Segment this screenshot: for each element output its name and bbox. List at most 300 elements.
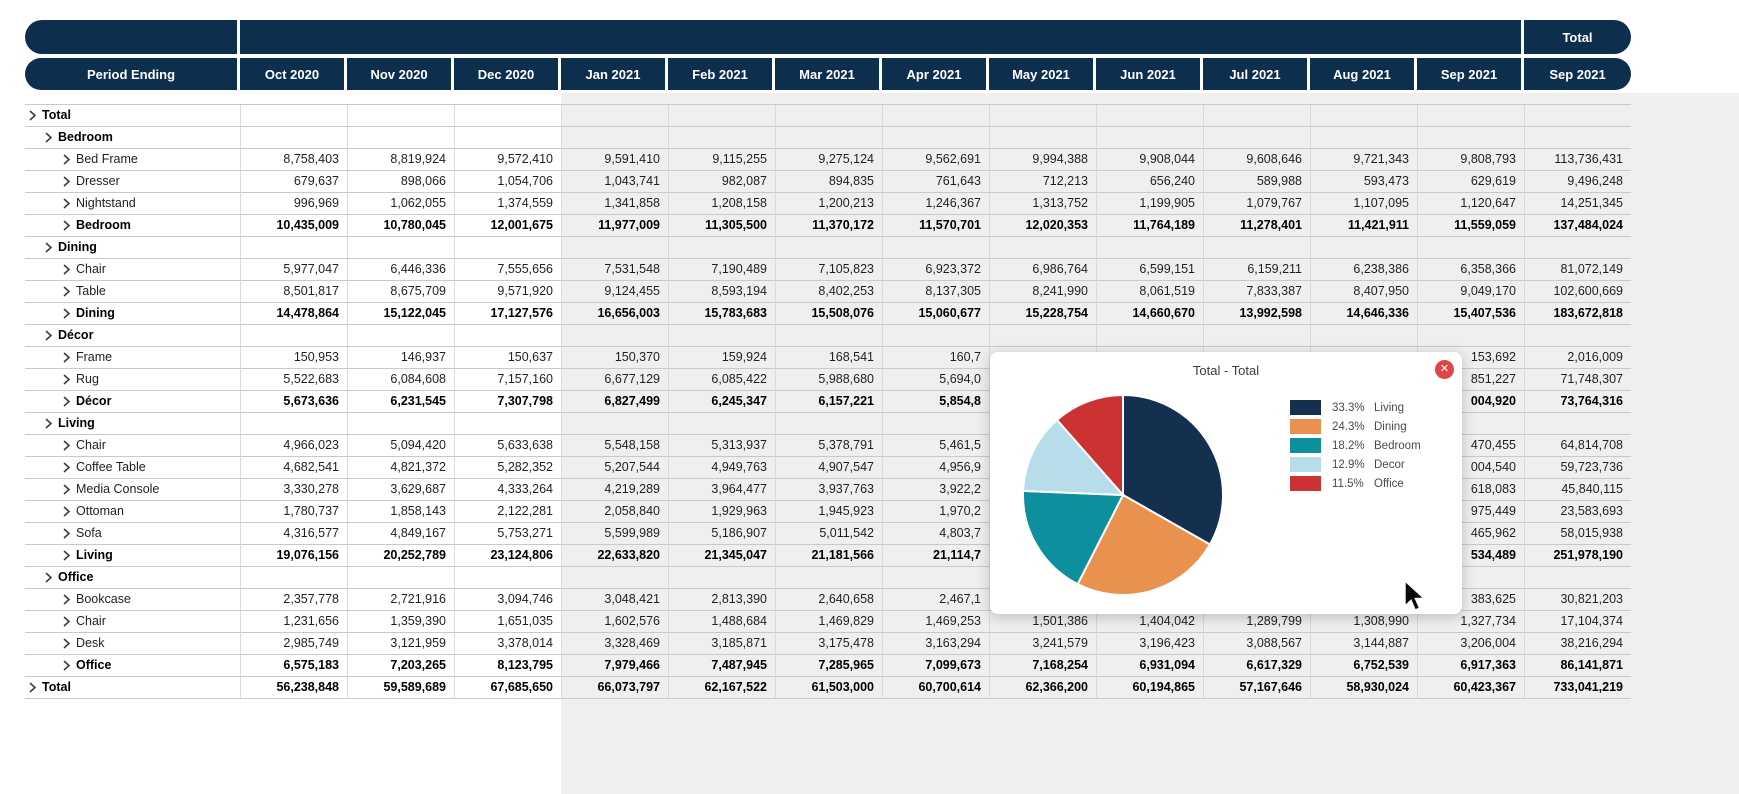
table-cell[interactable]: 9,115,255 — [668, 149, 775, 171]
expand-chevron-icon[interactable] — [63, 374, 70, 385]
close-icon[interactable]: ✕ — [1435, 360, 1454, 379]
table-cell[interactable]: 2,813,390 — [668, 589, 775, 611]
table-cell[interactable]: 8,593,194 — [668, 281, 775, 303]
table-cell[interactable]: 102,600,669 — [1524, 281, 1631, 303]
table-cell[interactable]: 11,764,189 — [1096, 215, 1203, 237]
table-cell[interactable] — [1096, 237, 1203, 259]
table-cell[interactable]: 60,194,865 — [1096, 677, 1203, 699]
table-cell[interactable]: 1,308,990 — [1310, 611, 1417, 633]
table-cell[interactable]: 6,827,499 — [561, 391, 668, 413]
table-cell[interactable]: 1,054,706 — [454, 171, 561, 193]
table-cell[interactable] — [240, 127, 347, 149]
table-cell[interactable] — [668, 127, 775, 149]
table-cell[interactable]: 1,208,158 — [668, 193, 775, 215]
table-cell[interactable]: 8,819,924 — [347, 149, 454, 171]
table-cell[interactable]: 22,633,820 — [561, 545, 668, 567]
expand-chevron-icon[interactable] — [45, 330, 52, 341]
table-cell[interactable]: 56,238,848 — [240, 677, 347, 699]
table-cell[interactable] — [454, 413, 561, 435]
table-cell[interactable]: 15,407,536 — [1417, 303, 1524, 325]
table-cell[interactable] — [1524, 127, 1631, 149]
table-cell[interactable]: 14,646,336 — [1310, 303, 1417, 325]
table-cell[interactable]: 5,461,5 — [882, 435, 989, 457]
table-cell[interactable]: 5,988,680 — [775, 369, 882, 391]
table-cell[interactable]: 15,508,076 — [775, 303, 882, 325]
column-header-jan-2021[interactable]: Jan 2021 — [561, 58, 668, 90]
table-cell[interactable]: 2,721,916 — [347, 589, 454, 611]
table-cell[interactable]: 6,157,221 — [775, 391, 882, 413]
table-cell[interactable] — [1417, 127, 1524, 149]
table-cell[interactable]: 86,141,871 — [1524, 655, 1631, 677]
table-cell[interactable] — [454, 567, 561, 589]
table-cell[interactable] — [240, 325, 347, 347]
table-cell[interactable]: 3,121,959 — [347, 633, 454, 655]
table-cell[interactable]: 7,307,798 — [454, 391, 561, 413]
table-cell[interactable]: 11,305,500 — [668, 215, 775, 237]
table-cell[interactable]: 593,473 — [1310, 171, 1417, 193]
table-cell[interactable]: 5,694,0 — [882, 369, 989, 391]
column-header-aug-2021[interactable]: Aug 2021 — [1310, 58, 1417, 90]
table-cell[interactable]: 6,238,386 — [1310, 259, 1417, 281]
table-cell[interactable] — [775, 105, 882, 127]
table-cell[interactable] — [454, 237, 561, 259]
table-cell[interactable]: 8,407,950 — [1310, 281, 1417, 303]
table-cell[interactable]: 8,137,305 — [882, 281, 989, 303]
table-cell[interactable] — [668, 105, 775, 127]
table-cell[interactable]: 656,240 — [1096, 171, 1203, 193]
table-cell[interactable]: 1,374,559 — [454, 193, 561, 215]
table-cell[interactable]: 11,977,009 — [561, 215, 668, 237]
table-cell[interactable]: 6,358,366 — [1417, 259, 1524, 281]
table-cell[interactable]: 57,167,646 — [1203, 677, 1310, 699]
table-cell[interactable]: 8,675,709 — [347, 281, 454, 303]
table-cell[interactable]: 2,122,281 — [454, 501, 561, 523]
table-cell[interactable]: 62,167,522 — [668, 677, 775, 699]
table-cell[interactable]: 898,066 — [347, 171, 454, 193]
table-cell[interactable]: 81,072,149 — [1524, 259, 1631, 281]
table-cell[interactable]: 4,219,289 — [561, 479, 668, 501]
table-cell[interactable]: 9,571,920 — [454, 281, 561, 303]
table-cell[interactable]: 14,251,345 — [1524, 193, 1631, 215]
table-cell[interactable] — [561, 567, 668, 589]
table-cell[interactable]: 17,104,374 — [1524, 611, 1631, 633]
column-header-apr-2021[interactable]: Apr 2021 — [882, 58, 989, 90]
table-cell[interactable] — [561, 237, 668, 259]
table-cell[interactable] — [240, 105, 347, 127]
table-cell[interactable]: 8,241,990 — [989, 281, 1096, 303]
table-cell[interactable]: 7,190,489 — [668, 259, 775, 281]
table-cell[interactable]: 6,084,608 — [347, 369, 454, 391]
table-cell[interactable]: 11,559,059 — [1417, 215, 1524, 237]
table-cell[interactable]: 23,124,806 — [454, 545, 561, 567]
table-cell[interactable]: 5,633,638 — [454, 435, 561, 457]
column-header-oct-2020[interactable]: Oct 2020 — [240, 58, 347, 90]
table-cell[interactable]: 153,692 — [1417, 347, 1524, 369]
table-cell[interactable] — [561, 413, 668, 435]
table-cell[interactable]: 3,185,871 — [668, 633, 775, 655]
expand-chevron-icon[interactable] — [63, 352, 70, 363]
table-cell[interactable]: 1,313,752 — [989, 193, 1096, 215]
expand-chevron-icon[interactable] — [63, 528, 70, 539]
table-cell[interactable]: 6,085,422 — [668, 369, 775, 391]
table-cell[interactable] — [347, 325, 454, 347]
table-cell[interactable]: 15,122,045 — [347, 303, 454, 325]
table-cell[interactable]: 5,854,8 — [882, 391, 989, 413]
table-cell[interactable]: 004,920 — [1417, 391, 1524, 413]
table-cell[interactable] — [347, 567, 454, 589]
table-cell[interactable]: 629,619 — [1417, 171, 1524, 193]
table-cell[interactable]: 4,907,547 — [775, 457, 882, 479]
table-cell[interactable]: 5,673,636 — [240, 391, 347, 413]
table-cell[interactable]: 3,088,567 — [1203, 633, 1310, 655]
table-cell[interactable]: 6,575,183 — [240, 655, 347, 677]
table-cell[interactable]: 1,062,055 — [347, 193, 454, 215]
table-cell[interactable] — [989, 127, 1096, 149]
table-cell[interactable] — [1417, 237, 1524, 259]
table-cell[interactable]: 5,753,271 — [454, 523, 561, 545]
table-cell[interactable]: 4,849,167 — [347, 523, 454, 545]
table-cell[interactable]: 3,328,469 — [561, 633, 668, 655]
table-cell[interactable]: 1,341,858 — [561, 193, 668, 215]
column-header-jun-2021[interactable]: Jun 2021 — [1096, 58, 1203, 90]
table-cell[interactable]: 1,970,2 — [882, 501, 989, 523]
table-cell[interactable]: 004,540 — [1417, 457, 1524, 479]
table-cell[interactable]: 60,423,367 — [1417, 677, 1524, 699]
table-cell[interactable]: 11,570,701 — [882, 215, 989, 237]
table-cell[interactable]: 1,327,734 — [1417, 611, 1524, 633]
table-cell[interactable]: 1,079,767 — [1203, 193, 1310, 215]
table-cell[interactable]: 66,073,797 — [561, 677, 668, 699]
table-cell[interactable] — [1524, 413, 1631, 435]
table-cell[interactable] — [668, 413, 775, 435]
table-cell[interactable]: 9,721,343 — [1310, 149, 1417, 171]
table-cell[interactable]: 4,966,023 — [240, 435, 347, 457]
table-cell[interactable] — [1524, 567, 1631, 589]
table-cell[interactable]: 15,060,677 — [882, 303, 989, 325]
table-cell[interactable]: 146,937 — [347, 347, 454, 369]
table-cell[interactable]: 383,625 — [1417, 589, 1524, 611]
table-cell[interactable] — [347, 237, 454, 259]
table-cell[interactable]: 1,929,963 — [668, 501, 775, 523]
table-cell[interactable] — [347, 105, 454, 127]
table-cell[interactable]: 8,123,795 — [454, 655, 561, 677]
table-cell[interactable] — [454, 325, 561, 347]
table-cell[interactable] — [882, 237, 989, 259]
table-cell[interactable]: 21,181,566 — [775, 545, 882, 567]
table-cell[interactable]: 6,159,211 — [1203, 259, 1310, 281]
table-cell[interactable]: 20,252,789 — [347, 545, 454, 567]
table-cell[interactable]: 1,200,213 — [775, 193, 882, 215]
table-cell[interactable] — [1096, 105, 1203, 127]
table-cell[interactable]: 3,330,278 — [240, 479, 347, 501]
table-cell[interactable]: 61,503,000 — [775, 677, 882, 699]
table-cell[interactable]: 5,011,542 — [775, 523, 882, 545]
table-cell[interactable]: 6,931,094 — [1096, 655, 1203, 677]
table-cell[interactable] — [1310, 237, 1417, 259]
table-cell[interactable]: 1,501,386 — [989, 611, 1096, 633]
table-cell[interactable] — [240, 237, 347, 259]
table-cell[interactable]: 14,660,670 — [1096, 303, 1203, 325]
table-cell[interactable]: 7,833,387 — [1203, 281, 1310, 303]
table-cell[interactable]: 1,043,741 — [561, 171, 668, 193]
expand-chevron-icon[interactable] — [63, 264, 70, 275]
table-cell[interactable]: 9,908,044 — [1096, 149, 1203, 171]
table-cell[interactable]: 5,186,907 — [668, 523, 775, 545]
expand-chevron-icon[interactable] — [63, 484, 70, 495]
table-cell[interactable]: 1,488,684 — [668, 611, 775, 633]
table-cell[interactable]: 23,583,693 — [1524, 501, 1631, 523]
table-cell[interactable]: 975,449 — [1417, 501, 1524, 523]
table-cell[interactable]: 60,700,614 — [882, 677, 989, 699]
expand-chevron-icon[interactable] — [29, 682, 36, 693]
table-cell[interactable]: 19,076,156 — [240, 545, 347, 567]
table-cell[interactable]: 251,978,190 — [1524, 545, 1631, 567]
table-cell[interactable]: 9,496,248 — [1524, 171, 1631, 193]
table-cell[interactable] — [775, 237, 882, 259]
table-cell[interactable]: 9,562,691 — [882, 149, 989, 171]
table-cell[interactable]: 8,501,817 — [240, 281, 347, 303]
table-cell[interactable]: 12,020,353 — [989, 215, 1096, 237]
table-cell[interactable]: 5,977,047 — [240, 259, 347, 281]
table-cell[interactable]: 15,228,754 — [989, 303, 1096, 325]
table-cell[interactable]: 8,061,519 — [1096, 281, 1203, 303]
table-cell[interactable] — [989, 325, 1096, 347]
table-cell[interactable]: 733,041,219 — [1524, 677, 1631, 699]
table-cell[interactable]: 11,421,911 — [1310, 215, 1417, 237]
table-cell[interactable]: 2,640,658 — [775, 589, 882, 611]
table-cell[interactable] — [561, 127, 668, 149]
table-cell[interactable]: 1,945,923 — [775, 501, 882, 523]
table-cell[interactable]: 470,455 — [1417, 435, 1524, 457]
table-cell[interactable]: 1,199,905 — [1096, 193, 1203, 215]
expand-chevron-icon[interactable] — [63, 176, 70, 187]
table-cell[interactable] — [882, 325, 989, 347]
table-cell[interactable]: 67,685,650 — [454, 677, 561, 699]
expand-chevron-icon[interactable] — [63, 462, 70, 473]
table-cell[interactable]: 6,446,336 — [347, 259, 454, 281]
expand-chevron-icon[interactable] — [63, 154, 70, 165]
table-cell[interactable]: 1,858,143 — [347, 501, 454, 523]
column-header-total-sep-2021[interactable]: Sep 2021 — [1524, 58, 1631, 90]
table-cell[interactable] — [668, 567, 775, 589]
table-cell[interactable]: 7,203,265 — [347, 655, 454, 677]
table-cell[interactable]: 1,289,799 — [1203, 611, 1310, 633]
table-cell[interactable] — [1096, 325, 1203, 347]
table-cell[interactable]: 9,275,124 — [775, 149, 882, 171]
table-cell[interactable]: 11,278,401 — [1203, 215, 1310, 237]
table-cell[interactable] — [775, 413, 882, 435]
table-cell[interactable]: 6,923,372 — [882, 259, 989, 281]
expand-chevron-icon[interactable] — [63, 506, 70, 517]
table-cell[interactable]: 160,7 — [882, 347, 989, 369]
table-cell[interactable]: 11,370,172 — [775, 215, 882, 237]
table-cell[interactable] — [882, 127, 989, 149]
column-header-mar-2021[interactable]: Mar 2021 — [775, 58, 882, 90]
table-cell[interactable]: 64,814,708 — [1524, 435, 1631, 457]
table-cell[interactable]: 6,986,764 — [989, 259, 1096, 281]
table-cell[interactable]: 73,764,316 — [1524, 391, 1631, 413]
table-cell[interactable]: 761,643 — [882, 171, 989, 193]
table-cell[interactable]: 465,962 — [1417, 523, 1524, 545]
expand-chevron-icon[interactable] — [63, 198, 70, 209]
table-cell[interactable]: 5,599,989 — [561, 523, 668, 545]
expand-chevron-icon[interactable] — [45, 418, 52, 429]
table-cell[interactable]: 7,105,823 — [775, 259, 882, 281]
expand-chevron-icon[interactable] — [63, 638, 70, 649]
table-cell[interactable]: 1,120,647 — [1417, 193, 1524, 215]
table-cell[interactable]: 1,359,390 — [347, 611, 454, 633]
table-cell[interactable]: 10,435,009 — [240, 215, 347, 237]
table-cell[interactable]: 6,245,347 — [668, 391, 775, 413]
table-cell[interactable] — [1524, 325, 1631, 347]
table-cell[interactable] — [240, 413, 347, 435]
table-cell[interactable]: 9,572,410 — [454, 149, 561, 171]
table-cell[interactable]: 3,964,477 — [668, 479, 775, 501]
table-cell[interactable]: 618,083 — [1417, 479, 1524, 501]
table-cell[interactable]: 4,949,763 — [668, 457, 775, 479]
table-cell[interactable]: 4,803,7 — [882, 523, 989, 545]
table-cell[interactable]: 137,484,024 — [1524, 215, 1631, 237]
table-cell[interactable]: 7,285,965 — [775, 655, 882, 677]
table-cell[interactable]: 1,107,095 — [1310, 193, 1417, 215]
table-cell[interactable] — [989, 237, 1096, 259]
table-cell[interactable]: 8,402,253 — [775, 281, 882, 303]
table-cell[interactable]: 5,207,544 — [561, 457, 668, 479]
table-cell[interactable]: 3,378,014 — [454, 633, 561, 655]
table-cell[interactable]: 6,599,151 — [1096, 259, 1203, 281]
table-cell[interactable] — [454, 127, 561, 149]
table-cell[interactable]: 113,736,431 — [1524, 149, 1631, 171]
table-cell[interactable]: 9,608,646 — [1203, 149, 1310, 171]
table-cell[interactable] — [561, 325, 668, 347]
table-cell[interactable] — [1310, 127, 1417, 149]
table-cell[interactable]: 712,213 — [989, 171, 1096, 193]
table-cell[interactable]: 6,917,363 — [1417, 655, 1524, 677]
table-cell[interactable]: 7,099,673 — [882, 655, 989, 677]
table-cell[interactable]: 6,617,329 — [1203, 655, 1310, 677]
table-cell[interactable]: 7,531,548 — [561, 259, 668, 281]
table-cell[interactable] — [775, 127, 882, 149]
table-cell[interactable]: 21,345,047 — [668, 545, 775, 567]
column-header-jul-2021[interactable]: Jul 2021 — [1203, 58, 1310, 90]
table-cell[interactable]: 3,196,423 — [1096, 633, 1203, 655]
table-cell[interactable] — [240, 567, 347, 589]
table-cell[interactable]: 2,058,840 — [561, 501, 668, 523]
table-cell[interactable]: 3,206,004 — [1417, 633, 1524, 655]
table-cell[interactable] — [668, 237, 775, 259]
table-cell[interactable]: 1,780,737 — [240, 501, 347, 523]
table-cell[interactable]: 59,723,736 — [1524, 457, 1631, 479]
table-cell[interactable] — [1203, 237, 1310, 259]
table-cell[interactable] — [882, 413, 989, 435]
expand-chevron-icon[interactable] — [63, 616, 70, 627]
table-cell[interactable]: 2,985,749 — [240, 633, 347, 655]
table-cell[interactable]: 150,953 — [240, 347, 347, 369]
table-cell[interactable] — [1417, 105, 1524, 127]
table-cell[interactable]: 150,637 — [454, 347, 561, 369]
table-cell[interactable]: 5,548,158 — [561, 435, 668, 457]
table-cell[interactable]: 21,114,7 — [882, 545, 989, 567]
table-cell[interactable]: 7,168,254 — [989, 655, 1096, 677]
table-cell[interactable]: 9,124,455 — [561, 281, 668, 303]
table-cell[interactable]: 2,357,778 — [240, 589, 347, 611]
table-cell[interactable]: 3,175,478 — [775, 633, 882, 655]
table-cell[interactable] — [1203, 105, 1310, 127]
table-cell[interactable]: 2,467,1 — [882, 589, 989, 611]
table-cell[interactable]: 996,969 — [240, 193, 347, 215]
header-total-group[interactable]: Total — [1524, 20, 1631, 54]
table-cell[interactable]: 3,937,763 — [775, 479, 882, 501]
table-cell[interactable] — [347, 127, 454, 149]
expand-chevron-icon[interactable] — [29, 110, 36, 121]
table-cell[interactable]: 13,992,598 — [1203, 303, 1310, 325]
table-cell[interactable]: 5,094,420 — [347, 435, 454, 457]
table-cell[interactable]: 9,994,388 — [989, 149, 1096, 171]
table-cell[interactable]: 5,522,683 — [240, 369, 347, 391]
table-cell[interactable]: 7,487,945 — [668, 655, 775, 677]
table-cell[interactable]: 6,231,545 — [347, 391, 454, 413]
table-cell[interactable]: 3,144,887 — [1310, 633, 1417, 655]
column-header-nov-2020[interactable]: Nov 2020 — [347, 58, 454, 90]
table-cell[interactable]: 982,087 — [668, 171, 775, 193]
table-cell[interactable]: 534,489 — [1417, 545, 1524, 567]
table-cell[interactable]: 150,370 — [561, 347, 668, 369]
table-cell[interactable]: 3,922,2 — [882, 479, 989, 501]
table-cell[interactable]: 1,404,042 — [1096, 611, 1203, 633]
table-cell[interactable]: 1,231,656 — [240, 611, 347, 633]
table-cell[interactable]: 5,282,352 — [454, 457, 561, 479]
expand-chevron-icon[interactable] — [45, 132, 52, 143]
table-cell[interactable]: 3,629,687 — [347, 479, 454, 501]
table-cell[interactable]: 3,163,294 — [882, 633, 989, 655]
table-cell[interactable]: 1,246,367 — [882, 193, 989, 215]
expand-chevron-icon[interactable] — [63, 308, 70, 319]
expand-chevron-icon[interactable] — [63, 220, 70, 231]
table-cell[interactable]: 58,015,938 — [1524, 523, 1631, 545]
table-cell[interactable]: 1,469,253 — [882, 611, 989, 633]
table-cell[interactable]: 4,821,372 — [347, 457, 454, 479]
table-cell[interactable]: 2,016,009 — [1524, 347, 1631, 369]
table-cell[interactable]: 894,835 — [775, 171, 882, 193]
table-cell[interactable]: 5,313,937 — [668, 435, 775, 457]
expand-chevron-icon[interactable] — [63, 550, 70, 561]
table-cell[interactable]: 12,001,675 — [454, 215, 561, 237]
table-cell[interactable]: 168,541 — [775, 347, 882, 369]
column-header-period-ending[interactable]: Period Ending — [25, 58, 240, 90]
table-cell[interactable]: 4,682,541 — [240, 457, 347, 479]
table-cell[interactable]: 9,049,170 — [1417, 281, 1524, 303]
column-header-sep-2021[interactable]: Sep 2021 — [1417, 58, 1524, 90]
table-cell[interactable]: 159,924 — [668, 347, 775, 369]
table-cell[interactable]: 3,241,579 — [989, 633, 1096, 655]
table-cell[interactable] — [775, 567, 882, 589]
table-cell[interactable]: 14,478,864 — [240, 303, 347, 325]
expand-chevron-icon[interactable] — [45, 242, 52, 253]
table-cell[interactable]: 6,752,539 — [1310, 655, 1417, 677]
table-cell[interactable]: 9,808,793 — [1417, 149, 1524, 171]
table-cell[interactable] — [1524, 237, 1631, 259]
table-cell[interactable]: 71,748,307 — [1524, 369, 1631, 391]
table-cell[interactable]: 679,637 — [240, 171, 347, 193]
table-cell[interactable]: 1,469,829 — [775, 611, 882, 633]
table-cell[interactable] — [1203, 127, 1310, 149]
pie-chart[interactable] — [1018, 390, 1228, 600]
table-cell[interactable] — [882, 105, 989, 127]
table-cell[interactable] — [1310, 105, 1417, 127]
table-cell[interactable]: 45,840,115 — [1524, 479, 1631, 501]
expand-chevron-icon[interactable] — [63, 396, 70, 407]
column-header-dec-2020[interactable]: Dec 2020 — [454, 58, 561, 90]
